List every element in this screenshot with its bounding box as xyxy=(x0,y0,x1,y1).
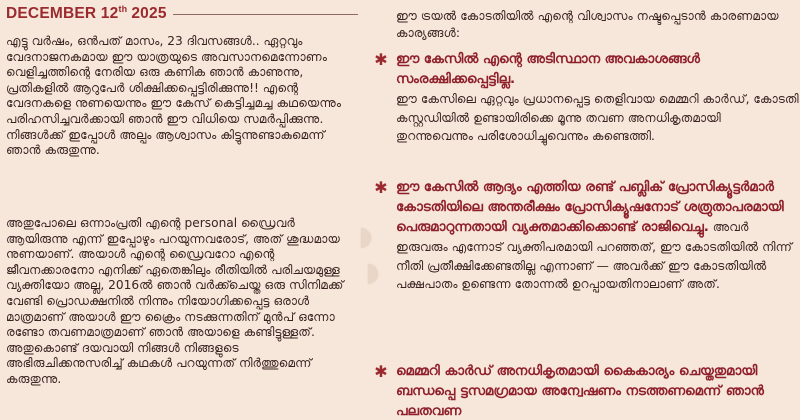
item-title: മെമ്മറി കാർഡ് അനധികൃതമായി കൈകാര്യം ചെയ്തതുമായി ബന്ധപ്പെ ട്ടസമഗ്രമായ അന്വേഷണം നടത്തണമെന്ന് ഞാൻ പലതവണ xyxy=(396,364,764,419)
paragraph-1: എട്ടു വർഷം, ഒൻപത് മാസം, 23 ദിവസങ്ങൾ.. ഏറ്റവും വേദനാജനകമായ ഈ യാത്രയുടെ അവസാനമെന്നോണം വെളിച്ചത്തിന്റെ നേരിയ ഒരു കണിക ഞാൻ കാണുന്നു, പ്രതികളിൽ ആറുപേർ ശിക്ഷിക്കപ്പെട്ടിരിക്കുന്നു!! എന്റെ വേദനകളെ നുണയെന്നും ഈ കേസ് കെട്ടിച്ചമച്ച കഥയെന്നും പരിഹസിച്ചവർക്കായി ഞാൻ ഈ വിധിയെ സമർപ്പിക്കുന്നു. നിങ്ങൾക്ക് ഇപ്പോൾ അല്പം ആശ്വാസം കിട്ടുന്നുണ്ടാകുമെന്ന് ഞാൻ കരുതുന്നു. xyxy=(6,34,342,158)
list-item xyxy=(372,362,800,420)
date-main: DECEMBER 12 xyxy=(6,5,119,23)
asterisk-bullet-icon: ✱ xyxy=(374,178,388,197)
asterisk-bullet-icon: ✱ xyxy=(374,50,388,69)
date-suffix: th xyxy=(118,4,128,14)
item-body: അവർ ഇരുവരും എന്നോട് വ്യക്തിപരമായി പറഞ്ഞത്, ഈ കോടതിയിൽ നിന്ന് നീതി പ്രതീക്ഷിക്കേണ്ടതില്ല എന്നാണ് — അവർക്ക് ഈ കോടതിയിൽ പക്ഷപാതം ഉണ്ടെന്ന തോന്നൽ ഉറപ്പായതിനാലാണ് അത്. xyxy=(396,220,793,291)
item-title: ഈ കേസിൽ ആദ്യം എത്തിയ രണ്ട് പബ്ലിക് പ്രോസിക്യൂട്ടർമാർ കോടതിയിലെ അന്തരീക്ഷം പ്രോസിക്യൂഷനോട് ശത്രുതാപരമായി പെരുമാറുന്നതായി വ്യക്തമാക്കിക്കൊണ്ട് രാജിവെച്ചു. xyxy=(396,180,784,235)
page-nav-handle-upper[interactable] xyxy=(361,228,371,248)
list-item xyxy=(372,50,800,146)
date-year: 2025 xyxy=(131,5,167,23)
paragraph-2: അതുപോലെ ഒന്നാംപ്രതി എന്റെ personal ഡ്രൈവർ ആയിരുന്നു എന്ന് ഇപ്പോഴും പറയുന്നവരോട്, അത് ശുദ്ധമായ നുണയാണ്. അയാൾ എന്റെ ഡ്രൈവറോ എന്റെ ജീവനക്കാരനോ എനിക്ക് ഏതെങ്കിലും രീതിയിൽ പരിചയമുള്ള വ്യക്തിയോ അല്ല, 2016ൽ ഞാൻ വർക്ക്ചെയ്ത ഒരു സിനിമക്ക് വേണ്ടി പ്രൊഡക്ഷനിൽ നിന്നും നിയോഗിക്കപ്പെട്ട ഒരാൾ മാത്രമാണ് അയാൾ ഈ ക്രൈം നടക്കുന്നതിന് മുൻപ് ഒന്നോ രണ്ടോ തവണമാത്രമാണ് ഞാൻ അയാളെ കണ്ടിട്ടുള്ളത്. അതുകൊണ്ട് ദയവായി നിങ്ങൾ നിങ്ങളുടെ അഭിരുചിക്കനുസരിച്ച് കഥകൾ പറയുന്നത് നിർത്തുമെന്ന് കരുതുന്നു. xyxy=(6,216,344,386)
list-item xyxy=(372,178,800,294)
item-body: ഈ കേസിലെ ഏറ്റവും പ്രധാനപ്പെട്ട തെളിവായ മെമ്മറി കാർഡ്, കോടതി കസ്റ്റഡിയിൽ ഉണ്ടായിരിക്കെ മൂന്നു തവണ അനധികൃതമായി തുറന്നുവെന്നും പരിശോധിച്ചുവെന്നും കണ്ടെത്തി. xyxy=(396,92,799,143)
date-header xyxy=(6,4,358,23)
item-text xyxy=(396,178,800,294)
right-column xyxy=(372,0,800,420)
asterisk-bullet-icon: ✱ xyxy=(374,362,388,381)
date-label xyxy=(6,4,167,23)
left-column xyxy=(0,0,360,420)
date-divider xyxy=(173,14,358,16)
item-title: ഈ കേസിൽ എന്റെ അടിസ്ഥാന അവകാശങ്ങൾ സംരക്ഷിക്കപ്പെട്ടില്ല. xyxy=(396,52,700,87)
intro-text: ഈ ട്രയൽ കോടതിയിൽ എന്റെ വിശ്വാസം നഷ്ടപ്പെടാൻ കാരണമായ കാര്യങ്ങൾ: xyxy=(396,9,779,40)
